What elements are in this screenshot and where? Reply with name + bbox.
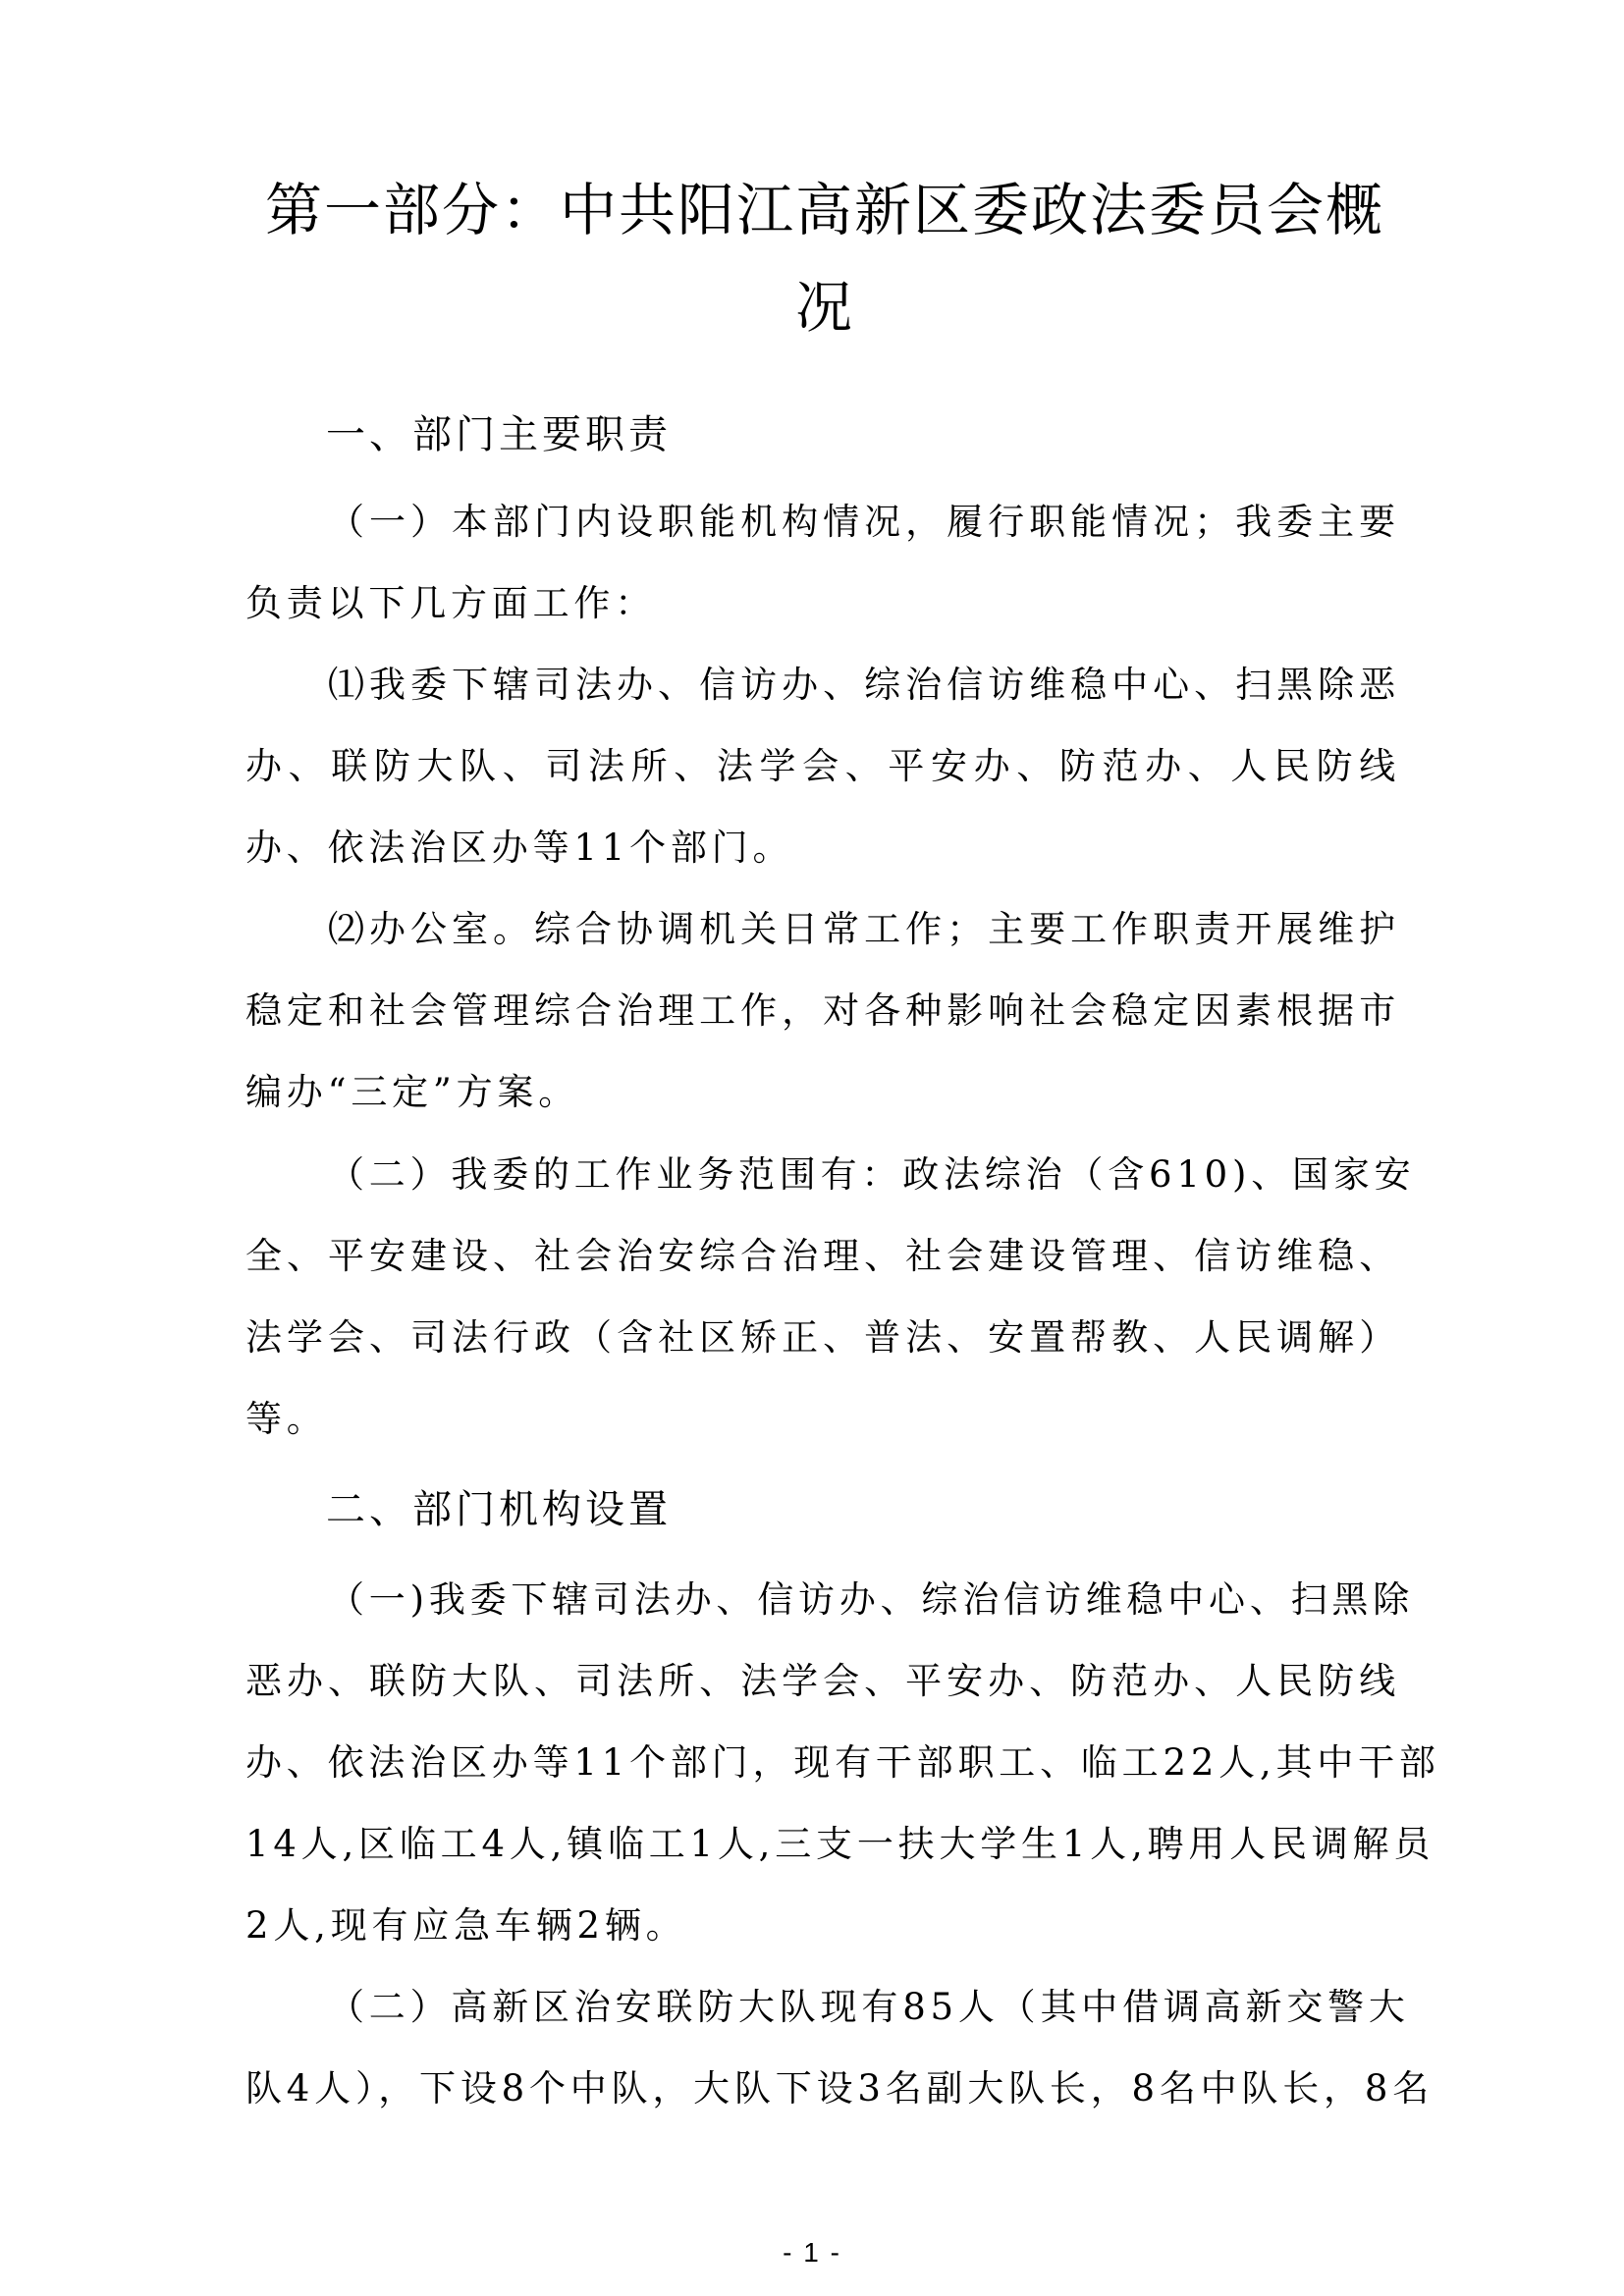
paragraph-line: （二）高新区治安联防大队现有85人（其中借调高新交警大 xyxy=(328,1986,1410,2028)
paragraph-line: ⑵办公室。综合协调机关日常工作；主要工作职责开展维护 xyxy=(328,908,1400,950)
paragraph-line: 恶办、联防大队、司法所、法学会、平安办、防范办、人民防线 xyxy=(245,1660,1400,1702)
document-title-line-2: 况 xyxy=(794,274,854,341)
paragraph-line: ⑴我委下辖司法办、信访办、综治信访维稳中心、扫黑除恶 xyxy=(328,664,1400,706)
paragraph-line: 法学会、司法行政（含社区矫正、普法、安置帮教、人民调解） xyxy=(245,1316,1400,1359)
section-heading-main-duties: 一、部门主要职责 xyxy=(326,412,672,457)
paragraph-line: 负责以下几方面工作： xyxy=(245,582,656,624)
section-heading-org-structure: 二、部门机构设置 xyxy=(326,1487,672,1532)
paragraph-line: （二）我委的工作业务范围有：政法综治（含610)、国家安 xyxy=(328,1153,1416,1196)
paragraph-line: 编办“三定”方案。 xyxy=(245,1071,580,1113)
paragraph-line: 稳定和社会管理综合治理工作，对各种影响社会稳定因素根据市 xyxy=(245,989,1400,1032)
paragraph-line: 全、平安建设、社会治安综合治理、社会建设管理、信访维稳、 xyxy=(245,1235,1400,1277)
page-number: - 1 - xyxy=(783,2237,841,2268)
paragraph-line: 办、依法治区办等11个部门。 xyxy=(245,827,794,869)
paragraph-line: （一)我委下辖司法办、信访办、综治信访维稳中心、扫黑除 xyxy=(328,1578,1415,1621)
paragraph-line: 14人,区临工4人,镇临工1人,三支一扶大学生1人,聘用人民调解员 xyxy=(245,1823,1435,1865)
paragraph-line: 2人,现有应急车辆2辆。 xyxy=(245,1904,687,1947)
paragraph-line: 办、联防大队、司法所、法学会、平安办、防范办、人民防线 xyxy=(245,745,1400,787)
paragraph-line: 办、依法治区办等11个部门，现有干部职工、临工22人,其中干部 xyxy=(245,1741,1440,1784)
paragraph-line: 等。 xyxy=(245,1398,328,1440)
paragraph-line: 队4人），下设8个中队，大队下设3名副大队长，8名中队长，8名 xyxy=(245,2067,1435,2109)
document-title-line-1: 第一部分：中共阳江高新区委政法委员会概 xyxy=(264,177,1384,243)
paragraph-line: （一）本部门内设职能机构情况，履行职能情况；我委主要 xyxy=(328,501,1400,543)
